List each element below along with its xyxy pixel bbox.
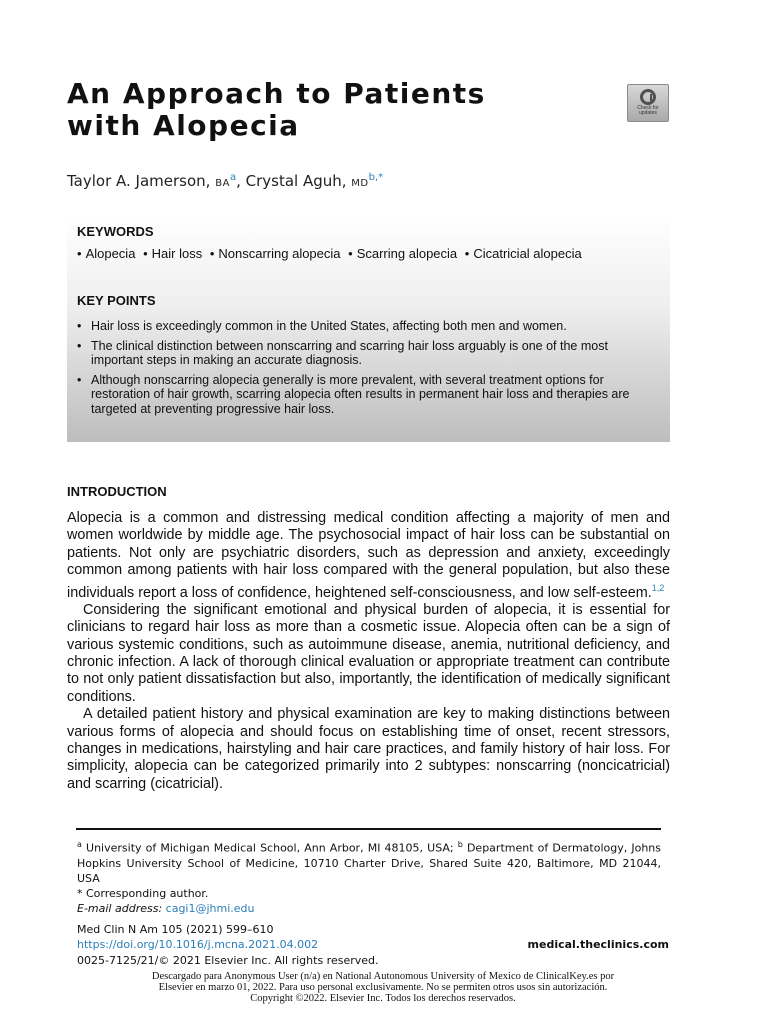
author-1-name: Taylor A. Jamerson, <box>67 172 216 190</box>
body-paragraph: A detailed patient history and physical examination are key to making distinctions between various forms of alopecia and should focus on establishing time of onset, recent stressors, changes in medications, hairstyling and hair care practices, and family history of hair loss. For simplicity, alopecia can be categorized primarily into 2 subtypes: nonscarring (noncicatricial) and scarring (cicatricial). <box>67 706 670 792</box>
keyword-item: Cicatricial alopecia <box>473 246 582 261</box>
keyword-bullet: • <box>77 246 82 261</box>
author-2-name: , Crystal Aguh, <box>236 172 352 190</box>
affiliation-b: Department of Dermatology, Johns Hopkins University School of Medicine, 10710 Charter Drive, Shared Suite 420, Baltimore, MD 21044, USA <box>77 841 661 886</box>
affiliation-a-mark: a <box>77 840 82 849</box>
title-line-2: with Alopecia <box>67 109 300 142</box>
key-point-item: • Although nonscarring alopecia generally is more prevalent, with several treatment options for restoration of hair growth, scarring alopecia often results in permanent hair loss and therapies are targeted at preventing progressive hair loss. <box>77 373 652 417</box>
doi-link[interactable]: https://doi.org/10.1016/j.mcna.2021.04.002 <box>77 938 319 952</box>
key-points-box <box>67 214 670 442</box>
footnote-divider <box>76 828 661 830</box>
author-2-affiliation-link[interactable]: b,* <box>368 172 384 183</box>
download-notice: Descargado para Anonymous User (n/a) en National Autonomous University of Mexico de ClinicalKey.es por Elsevier en marzo 01, 2022. Para uso personal exclusivamente. No se permiten otros usos sin autorización. Copyright ©2022. Elsevier Inc. Todos los derechos reservados. <box>151 971 615 1004</box>
reference-link[interactable]: 1,2 <box>651 582 665 593</box>
keyword-bullet: • <box>464 246 470 261</box>
key-points-heading: KEY POINTS <box>77 293 156 308</box>
email-label: E-mail address: <box>77 902 163 916</box>
keyword-bullet: • <box>348 246 353 261</box>
author-1-affiliation-link[interactable]: a <box>229 172 237 183</box>
email-link[interactable]: cagi1@jhmi.edu <box>165 902 255 916</box>
keyword-item: Nonscarring alopecia <box>218 246 341 261</box>
copyright-line: 0025-7125/21/© 2021 Elsevier Inc. All rights reserved. <box>77 953 379 967</box>
affiliations <box>77 837 661 886</box>
key-points-list <box>77 319 652 421</box>
citation-block <box>77 922 669 968</box>
crossmark-icon <box>640 89 656 105</box>
keywords-list <box>77 246 582 261</box>
corresponding-author: * Corresponding author. <box>77 887 209 901</box>
email-line <box>77 901 661 916</box>
author-2-degree: MD <box>351 178 369 189</box>
paragraph-text: Alopecia is a common and distressing medical condition affecting a majority of men and women worldwide by middle age. The psychosocial impact of hair loss can be substantial on patients. Not only are psychiatric disorders, such as depression and anxiety, exceedingly common among patients with hair loss compared with the general population, but also these individuals report a loss of confidence, heightened self-consciousness, and low self-esteem. <box>67 510 670 601</box>
author-1-degree: BA <box>215 178 230 189</box>
affiliation-a: University of Michigan Medical School, Ann Arbor, MI 48105, USA; <box>81 841 458 855</box>
body-paragraph: Considering the significant emotional and physical burden of alopecia, it is essential for clinicians to regard hair loss as more than a cosmetic issue. Alopecia often can be a sign of various systemic conditions, such as autoimmune disease, anemia, nutritional deficiency, and chronic infection. A lack of thorough clinical evaluation or appropriate treatment can contribute to not only patient dissatisfaction but also, importantly, the identification of medically significant conditions. <box>67 601 670 705</box>
keyword-item: Alopecia <box>85 246 136 261</box>
introduction-heading: INTRODUCTION <box>67 484 167 499</box>
footnotes <box>77 837 661 917</box>
keyword-bullet: • <box>209 246 215 261</box>
check-for-updates-badge[interactable] <box>627 84 669 122</box>
keywords-heading: KEYWORDS <box>77 224 154 239</box>
title-line-1: An Approach to Patients <box>67 77 486 110</box>
key-point-item: • The clinical distinction between nonscarring and scarring hair loss arguably is one of the most important steps in making an accurate diagnosis. <box>77 339 652 368</box>
author-line <box>67 172 383 190</box>
affiliation-b-mark: b <box>457 840 463 849</box>
keyword-item: Hair loss <box>151 246 203 261</box>
article-title <box>67 78 587 142</box>
keyword-item: Scarring alopecia <box>356 246 458 261</box>
keyword-bullet: • <box>143 246 148 261</box>
body-paragraph <box>67 510 670 602</box>
journal-line: Med Clin N Am 105 (2021) 599–610 <box>77 923 274 936</box>
doi-row <box>77 937 669 952</box>
key-point-item: • Hair loss is exceedingly common in the United States, affecting both men and women. <box>77 319 652 334</box>
introduction-body <box>67 510 670 793</box>
journal-site[interactable]: medical.theclinics.com <box>527 938 669 952</box>
crossmark-label: Check for updates <box>637 105 659 116</box>
